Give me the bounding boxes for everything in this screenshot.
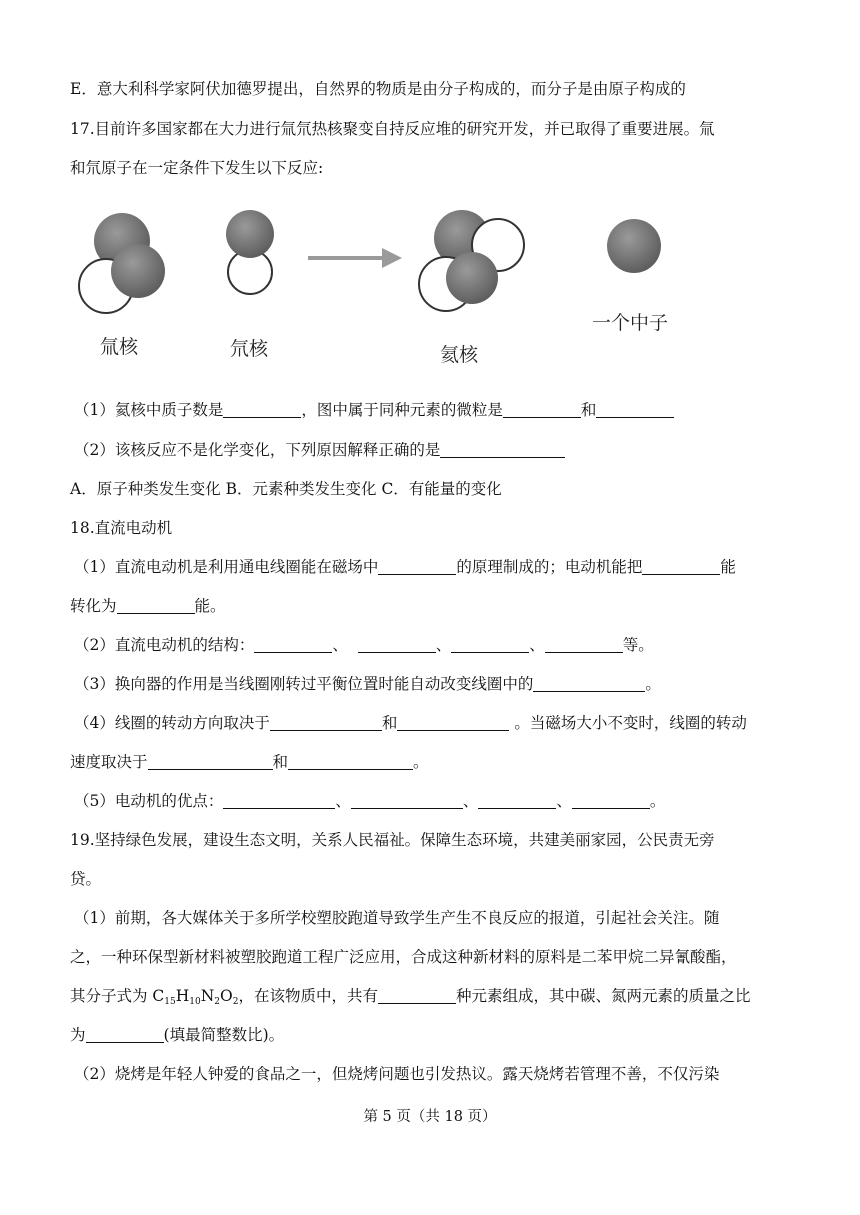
answer-blank[interactable]: [503, 401, 581, 418]
answer-blank[interactable]: [86, 1026, 164, 1043]
caption-deuterium: 氘核: [230, 338, 269, 360]
q17-part1: （1）氦核中质子数是 ，图中属于同种元素的微粒是 和: [74, 399, 790, 421]
proton-icon: [111, 244, 165, 298]
q17-options: A．原子种类发生变化 B．元素种类发生变化 C．有能量的变化: [70, 480, 502, 498]
q17-stem-2: 和氘原子在一定条件下发生以下反应:: [70, 159, 324, 177]
answer-blank[interactable]: [533, 675, 645, 692]
reaction-diagram: [70, 200, 790, 375]
answer-blank[interactable]: [478, 792, 556, 809]
q18-part1: （1）直流电动机是利用通电线圈能在磁场中 的原理制成的；电动机能把 能: [74, 558, 736, 576]
answer-blank[interactable]: [451, 636, 529, 653]
option-e: E．意大利科学家阿伏加德罗提出，自然界的物质是由分子构成的，而分子是由原子构成的: [70, 80, 686, 98]
reaction-arrow-icon: [308, 248, 402, 268]
answer-blank[interactable]: [270, 714, 382, 731]
answer-blank[interactable]: [545, 636, 623, 653]
q19-stem-1: 19.坚持绿色发展，建设生态文明，关系人民福祉。保障生态环境，共建美丽家园，公民责无旁: [70, 831, 715, 849]
answer-blank[interactable]: [288, 753, 413, 770]
caption-tritium: 氚核: [100, 336, 139, 358]
q19-part1-4: 为 (填最简整数比)。: [70, 1026, 285, 1044]
q19-part1-2: 之，一种环保型新材料被塑胶跑道工程广泛应用，合成这种新材料的原料是二苯甲烷二异氰酸酯，: [70, 948, 737, 966]
caption-neutron: 一个中子: [592, 312, 669, 334]
answer-blank[interactable]: [572, 792, 650, 809]
answer-blank[interactable]: [254, 636, 332, 653]
answer-blank[interactable]: [440, 441, 565, 458]
answer-blank[interactable]: [223, 401, 301, 418]
q18-part4: （4）线圈的转动方向取决于 和 。当磁场大小不变时，线圈的转动: [74, 714, 747, 732]
q18-part2: （2）直流电动机的结构： 、 、 、 等。: [74, 636, 654, 654]
q17-part2: （2）该核反应不是化学变化，下列原因解释正确的是: [74, 439, 790, 461]
answer-blank[interactable]: [642, 558, 720, 575]
q19-part2: （2）烧烤是年轻人钟爱的食品之一，但烧烤问题也引发热议。露天烧烤若管理不善，不仅污染: [74, 1065, 720, 1083]
neutron-particle-icon: [607, 219, 661, 273]
nuclear-reaction-figure: [70, 200, 790, 375]
q17-stem-1: 17.目前许多国家都在大力进行氚氘热核聚变自持反应堆的研究开发，并已取得了重要进展。氚: [70, 120, 715, 138]
proton-icon: [446, 252, 498, 304]
answer-blank[interactable]: [378, 987, 456, 1004]
q19-stem-2: 贷。: [70, 870, 102, 888]
answer-blank[interactable]: [358, 636, 436, 653]
answer-blank[interactable]: [148, 753, 273, 770]
answer-blank[interactable]: [351, 792, 463, 809]
caption-helium: 氦核: [440, 344, 479, 366]
q18-title: 18.直流电动机: [70, 519, 173, 537]
answer-blank[interactable]: [397, 714, 509, 731]
q19-part1-1: （1）前期，各大媒体关于多所学校塑胶跑道导致学生产生不良反应的报道，引起社会关注。随: [74, 909, 720, 927]
answer-blank[interactable]: [378, 558, 456, 575]
q18-part4-cont: 速度取决于 和 。: [70, 753, 429, 771]
answer-blank[interactable]: [117, 597, 195, 614]
q18-part5: （5）电动机的优点： 、 、 、 。: [74, 792, 666, 810]
page-footer: 第 5 页（共 18 页）: [363, 1109, 497, 1125]
deuterium-nucleus: [226, 210, 274, 294]
tritium-nucleus: [79, 213, 165, 313]
answer-blank[interactable]: [596, 401, 674, 418]
q18-part1-cont: 转化为 能。: [70, 597, 226, 615]
proton-icon: [226, 210, 274, 258]
helium-nucleus: [419, 210, 524, 311]
q18-part3: （3）换向器的作用是当线圈刚转过平衡位置时能自动改变线圈中的 。: [74, 675, 661, 693]
q19-part1-3: 其分子式为 $C_{15}H_{10}N_2O_2$，在该物质中，共有 种元素组成，其中碳、氮两元素的质量之比: [70, 987, 751, 1007]
answer-blank[interactable]: [223, 792, 335, 809]
